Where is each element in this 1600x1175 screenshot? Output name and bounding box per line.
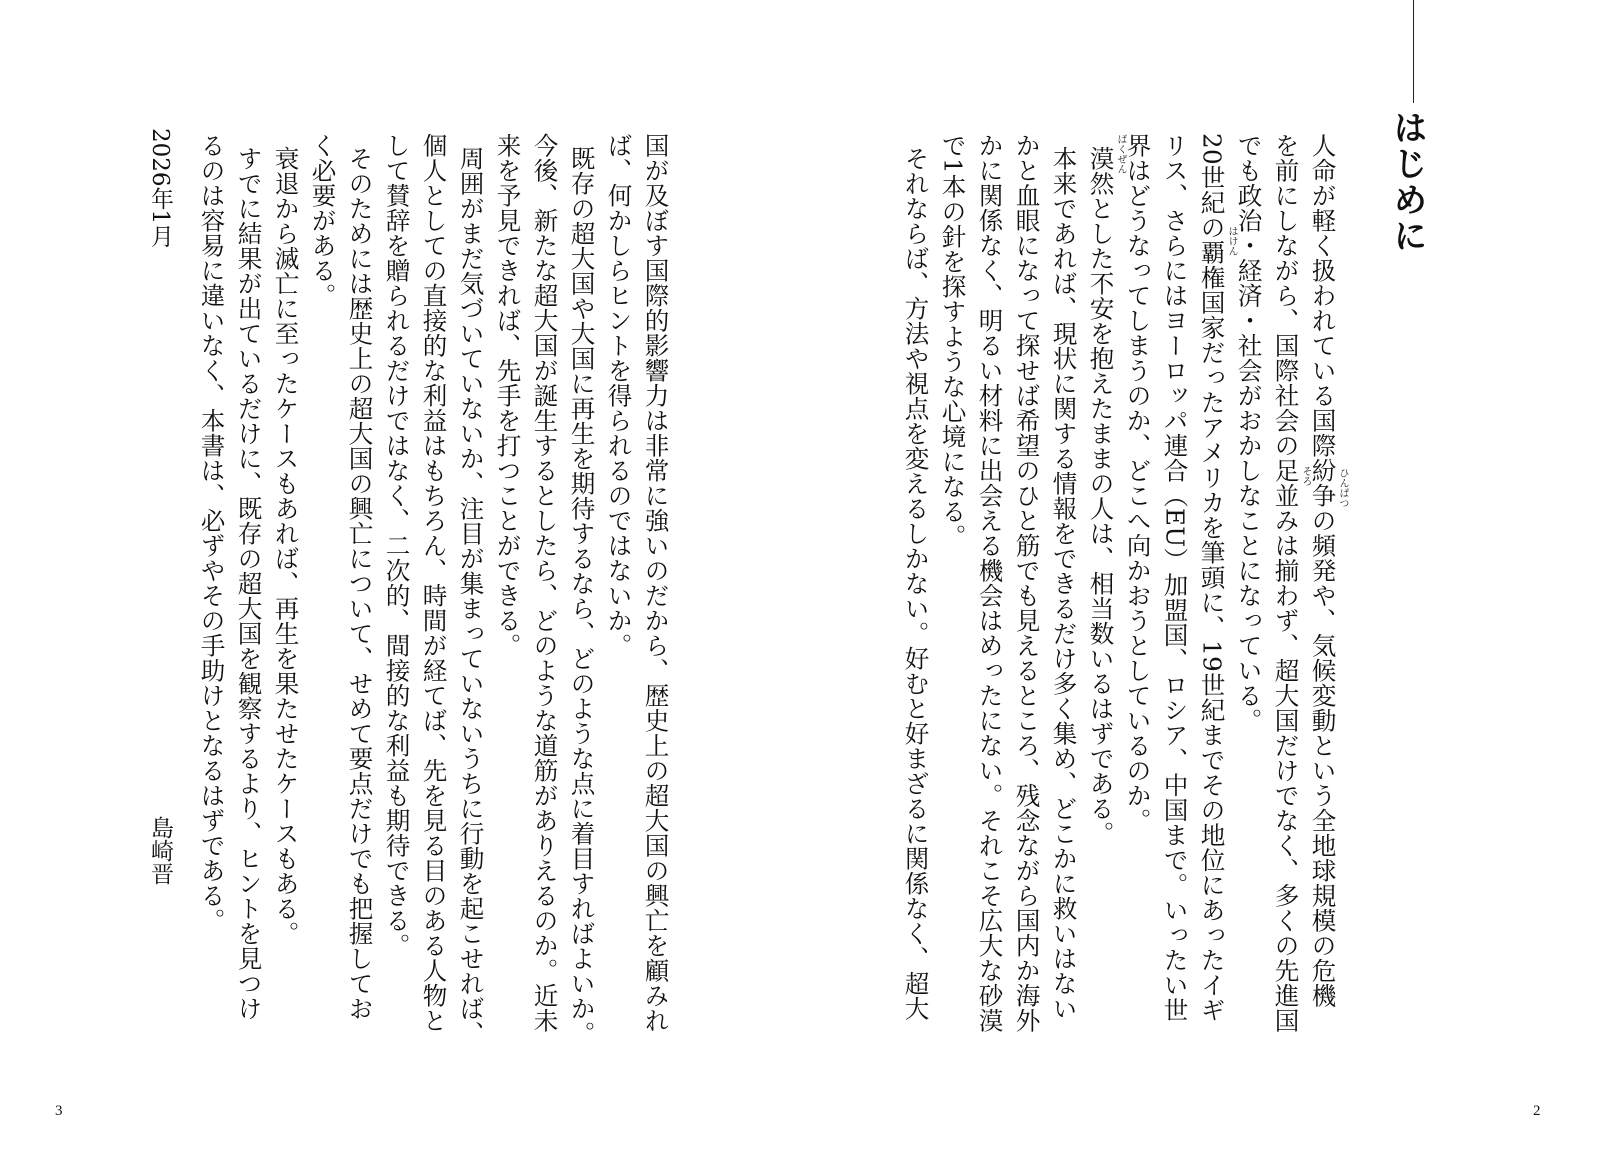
text-line: 界はどうなってしまうのか、どこへ向かおうとしているのか。	[1123, 133, 1153, 833]
text-line: で1本の針を探すような心境になる。	[938, 133, 968, 550]
text-line: ば、何かしらヒントを得られるのではないか。	[604, 133, 634, 658]
text-line: 個人としての直接的な利益はもちろん、時間が経てば、先を見る目のある人物と	[419, 133, 449, 1033]
text-line: して賛辞を贈られるだけではなく、二次的、間接的な利益も期待できる。	[382, 133, 412, 958]
text-line: 漠然とした不安を抱えたままの人は、相当数いるはずである。	[1086, 146, 1116, 846]
text-line: 国が及ぼす国際的影響力は非常に強いのだから、歴史上の超大国の興亡を顧みれ	[641, 133, 671, 1033]
page-heading: はじめに	[1387, 110, 1427, 254]
text-line: 来を予見できれば、先手を打つことができる。	[493, 133, 523, 658]
page-number-right: 2	[1533, 1103, 1541, 1119]
ruby-gloss: ばくぜん	[1115, 134, 1126, 174]
text-line: 今後、新たな超大国が誕生するとしたら、どのような道筋がありえるのか。近未	[530, 133, 560, 1033]
text-line: 人命が軽く扱われている国際紛争の頻発や、気候変動という全地球規模の危機	[1308, 133, 1338, 1008]
ruby-gloss: はけん	[1226, 226, 1237, 256]
text-line: 既存の超大国や大国に再生を期待するなら、どのような点に着目すればよいか。	[567, 146, 597, 1046]
text-line: そのためには歴史上の超大国の興亡について、せめて要点だけでも把握してお	[345, 146, 375, 1021]
text-line: を前にしながら、国際社会の足並みは揃わず、超大国だけでなく、多くの先進国	[1271, 133, 1301, 1033]
author-name: 島崎晋	[147, 816, 173, 885]
text-line: リス、さらにはヨーロッパ連合（EU）加盟国、ロシア、中国まで。いったい世	[1160, 133, 1190, 1023]
text-line: でも政治・経済・社会がおかしなことになっている。	[1234, 133, 1264, 733]
ruby-gloss: ひんぱつ	[1337, 468, 1348, 508]
ruby-gloss: そろ	[1300, 466, 1311, 486]
text-line: すでに結果が出ているだけに、既存の超大国を観察するより、ヒントを見つけ	[234, 146, 264, 1021]
text-line: るのは容易に違いなく、本書は、必ずやその手助けとなるはずである。	[197, 133, 227, 933]
text-line: かに関係なく、明るい材料に出会える機会はめったにない。それこそ広大な砂漠	[975, 133, 1005, 1033]
text-line: かと血眼になって探せば希望のひと筋でも見えるところ、残念ながら国内か海外	[1012, 133, 1042, 1033]
page-number-left: 3	[55, 1103, 63, 1119]
text-line: く必要がある。	[308, 133, 338, 308]
text-line: 周囲がまだ気づいていないか、注目が集まっていないうちに行動を起こせれば、	[456, 146, 486, 1046]
text-line: 本来であれば、現状に関する情報をできるだけ多く集め、どこかに救いはない	[1049, 146, 1079, 1021]
header-rule	[1413, 0, 1414, 103]
text-line: 衰退から滅亡に至ったケースもあれば、再生を果たせたケースもある。	[271, 146, 301, 946]
date: 2026年1月	[147, 128, 173, 248]
text-line: それならば、方法や視点を変えるしかない。好むと好まざるに関係なく、超大	[901, 146, 931, 1021]
text-line: 20世紀の覇権国家だったアメリカを筆頭に、19世紀までその地位にあったイギ	[1197, 133, 1227, 1023]
